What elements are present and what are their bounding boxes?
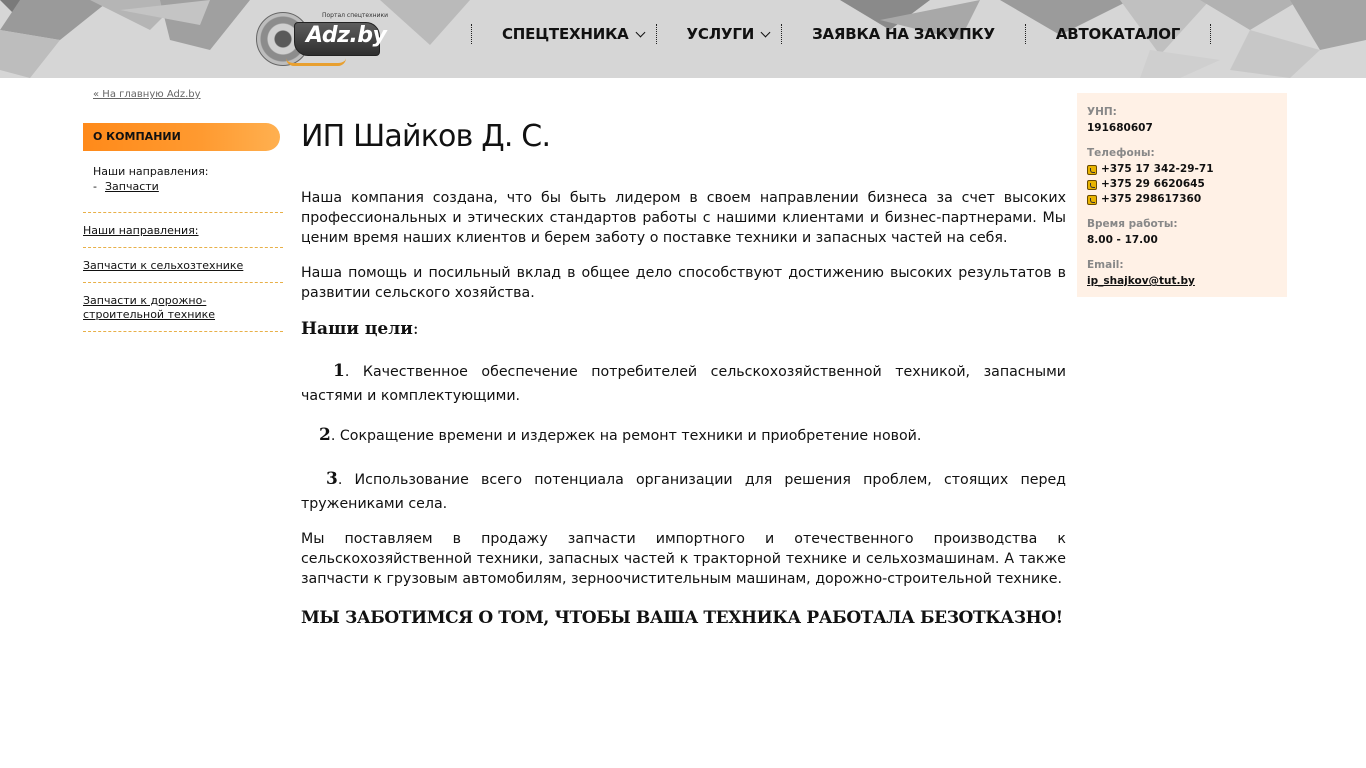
phone-icon — [1087, 165, 1097, 175]
sidebar-link-selhoz[interactable]: Запчасти к сельхозтехнике — [83, 259, 244, 272]
goal-text: . Использование всего потенциала организации для решения проблем, стоящих перед тружениками села. — [301, 472, 1066, 512]
nav-item-label: ЗАЯВКА НА ЗАКУПКУ — [812, 25, 995, 43]
goal-item — [301, 423, 1066, 448]
sidebar-divider — [83, 247, 283, 248]
phone-row[interactable] — [1087, 192, 1277, 207]
nav-item-label: СПЕЦТЕХНИКА — [502, 25, 629, 43]
goal-number: 2 — [319, 425, 331, 445]
nav-item-uslugi[interactable] — [657, 25, 782, 43]
page-title: ИП Шайков Д. С. — [301, 119, 551, 154]
phone-number: +375 298617360 — [1101, 193, 1202, 205]
site-header — [0, 0, 1366, 78]
phones-label: Телефоны: — [1087, 147, 1155, 159]
goal-item — [301, 359, 1066, 408]
email-label: Email: — [1087, 259, 1124, 271]
chevron-down-icon — [761, 27, 771, 37]
sidebar-submenu — [83, 151, 283, 195]
spacer — [1087, 136, 1277, 146]
nav-item-label: УСЛУГИ — [686, 25, 755, 43]
sidebar-heading[interactable]: О КОМПАНИИ — [83, 123, 280, 151]
hours-label: Время работы: — [1087, 218, 1178, 230]
hours-value: 8.00 - 17.00 — [1087, 234, 1158, 246]
nav-item-zayavka[interactable] — [782, 25, 1025, 43]
nav-item-label: АВТОКАТАЛОГ — [1055, 25, 1181, 43]
company-info-box — [1077, 93, 1287, 297]
logo-text: Adz.by — [306, 23, 387, 48]
spacer — [1087, 248, 1277, 258]
sidebar-submenu-item — [93, 179, 283, 195]
goal-text: . Сокращение времени и издержек на ремонт техники и приобретение новой. — [330, 428, 922, 444]
breadcrumb-home-link[interactable]: « На главную Adz.by — [93, 89, 201, 100]
sidebar-link-dorozhno[interactable]: Запчасти к дорожно-строительной технике — [83, 294, 216, 321]
goal-text: . Качественное обеспечение потребителей сельскохозяйственной техникой, запасными частями и комплектующими. — [301, 364, 1066, 404]
phone-number: +375 17 342-29-71 — [1101, 163, 1214, 175]
sidebar — [83, 123, 283, 332]
unp-value: 191680607 — [1087, 122, 1153, 134]
nav-divider — [1210, 24, 1211, 44]
goals-heading — [301, 319, 419, 339]
goals-heading-text: Наши цели — [301, 319, 413, 339]
goal-item — [301, 467, 1066, 516]
main-content — [301, 115, 1066, 628]
phone-icon — [1087, 195, 1097, 205]
bullet-dash: - — [93, 180, 97, 193]
products-paragraph: Мы поставляем в продажу запчасти импортного и отечественного производства к сельскохозяйственной техники, запасных частей к тракторной технике и сельхозмашинам. А также запчасти к грузовым автомобилям, зерноочистительным машинам, дорожно-строительной технике. — [301, 531, 1066, 587]
nav-item-spectehnika[interactable] — [472, 25, 656, 43]
logo-tagline: Портал спецтехники — [322, 12, 388, 19]
sidebar-submenu-title: Наши направления: — [93, 165, 209, 178]
goal-number: 3 — [326, 469, 338, 489]
phone-icon — [1087, 180, 1097, 190]
sidebar-link-napravleniya[interactable]: Наши направления: — [83, 224, 199, 237]
phone-row[interactable] — [1087, 177, 1277, 192]
logo-swoosh — [286, 58, 346, 66]
chevron-down-icon — [635, 27, 645, 37]
goal-number: 1 — [333, 361, 345, 381]
phone-row[interactable] — [1087, 162, 1277, 177]
help-paragraph: Наша помощь и посильный вклад в общее дело способствуют достижению высоких результатов в развитии сельского хозяйства. — [301, 265, 1066, 301]
slogan: МЫ ЗАБОТИМСЯ О ТОМ, ЧТОБЫ ВАША ТЕХНИКА РАБОТАЛА БЕЗОТКАЗНО! — [301, 608, 1063, 628]
sidebar-divider — [83, 212, 283, 213]
main-nav — [471, 22, 1211, 46]
phone-number: +375 29 6620645 — [1101, 178, 1205, 190]
site-logo[interactable] — [256, 8, 388, 70]
nav-item-avtokatalog[interactable] — [1026, 25, 1210, 43]
intro-paragraph: Наша компания создана, что бы быть лидером в своем направлении бизнеса за счет высоких профессиональных и этических стандартов работы с нашими клиентами и бизнес-партнерами. Мы ценим время наших клиентов и берем заботу о поставке техники и запасных частей на себя. — [301, 190, 1066, 246]
sidebar-submenu-link-zapchasti[interactable]: Запчасти — [105, 180, 159, 193]
sidebar-divider — [83, 331, 283, 332]
email-link[interactable]: ip_shajkov@tut.by — [1087, 275, 1195, 287]
unp-label: УНП: — [1087, 106, 1117, 118]
spacer — [1087, 207, 1277, 217]
sidebar-divider — [83, 282, 283, 283]
goals-heading-colon: : — [412, 319, 419, 339]
